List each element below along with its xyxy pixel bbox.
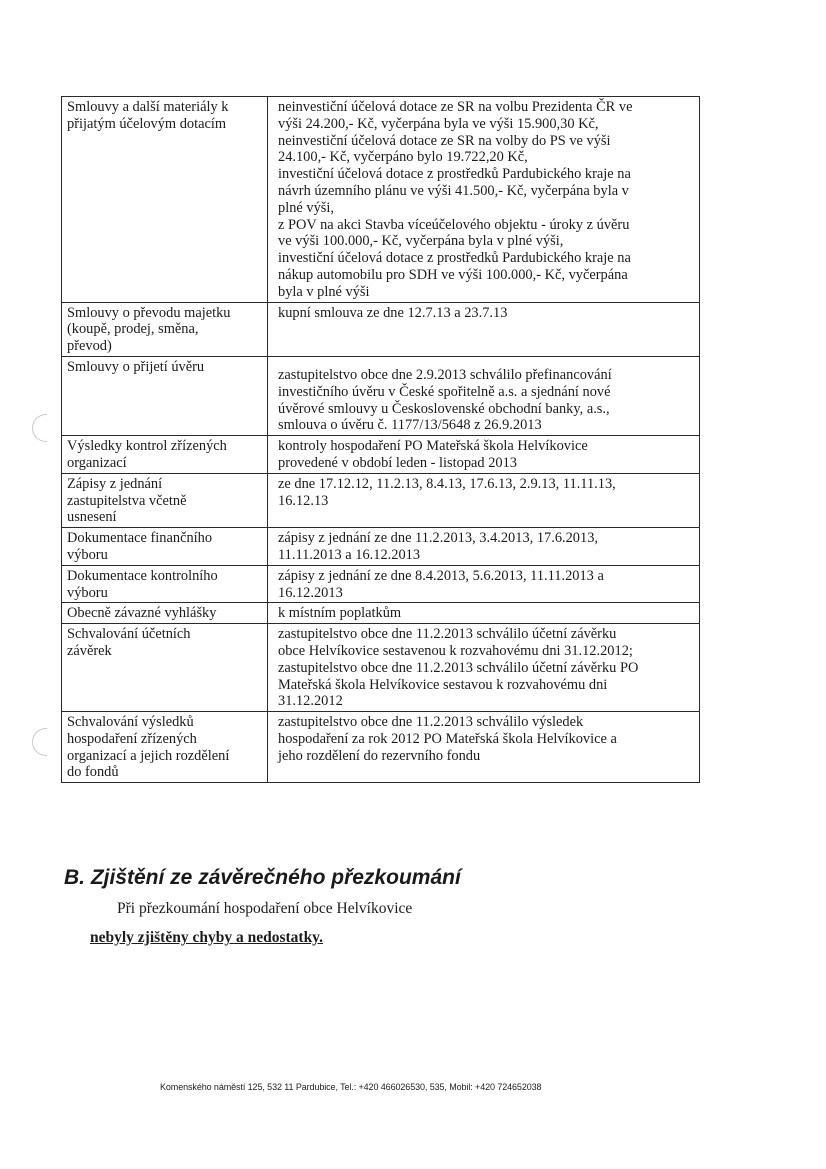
finding-result: nebyly zjištěny chyby a nedostatky. [90,929,323,946]
row-content-line: 24.100,- Kč, vyčerpáno bylo 19.722,20 Kč, [278,149,528,166]
table-row [62,436,700,474]
row-label-line: Obecně závazné vyhlášky [67,605,217,622]
row-content-line: 31.12.2012 [278,693,343,710]
row-content-cell [268,302,700,356]
row-content-cell [268,712,700,783]
row-content-cell [268,473,700,527]
row-content-line: investiční účelová dotace z prostředků Pardubického kraje na [278,250,631,267]
row-label-cell [62,473,268,527]
row-label-line: zastupitelstva včetně [67,492,187,509]
row-content-line: jeho rozdělení do rezervního fondu [278,747,481,764]
row-content-line: kupní smlouva ze dne 12.7.13 a 23.7.13 [278,304,508,321]
table-row [62,528,700,566]
table-row [62,565,700,603]
row-label-line: Dokumentace kontrolního [67,567,218,584]
row-label-cell [62,97,268,303]
row-label-cell [62,712,268,783]
row-content-line: k místním poplatkům [278,605,402,622]
section-heading: B. Zjištění ze závěrečného přezkoumání [64,866,461,889]
row-label-line: přijatým účelovým dotacím [67,115,227,132]
row-content-cell [268,603,700,624]
row-content-cell [268,356,700,435]
row-label-line: Smlouvy o převodu majetku [67,304,231,321]
row-content-line: návrh územního plánu ve výši 41.500,- Kč, vyčerpána byla v [278,182,629,199]
row-label-line: Schvalování účetních [67,626,191,643]
row-content-cell [268,528,700,566]
row-label-cell [62,356,268,435]
row-label-cell [62,603,268,624]
table-row [62,603,700,624]
row-label-line: organizací a jejich rozdělení [67,747,230,764]
row-content-cell [268,624,700,712]
row-content-line: investičního úvěru v České spořitelně a.s. a sjednání nové [278,383,611,400]
row-label-cell [62,565,268,603]
table-body [62,97,700,783]
table-row [62,712,700,783]
row-content-line: úvěrové smlouvy u Československé obchodní banky, a.s., [278,400,610,417]
row-content-line: výši 24.200,- Kč, vyčerpána byla ve výši 15.900,30 Kč, [278,115,599,132]
row-content-line: obce Helvíkovice sestavenou k rozvahovému dni 31.12.2012; [278,642,633,659]
row-label-line: Schvalování výsledků [67,714,194,731]
row-content-cell [268,565,700,603]
row-content-line: provedené v období leden - listopad 2013 [278,454,517,471]
row-content-line: ze dne 17.12.12, 11.2.13, 8.4.13, 17.6.13, 2.9.13, 11.11.13, [278,475,616,492]
row-content-cell [268,436,700,474]
row-label-line: Výsledky kontrol zřízených [67,438,227,455]
punch-hole-mark [32,728,47,756]
row-label-line: do fondů [67,764,119,781]
row-content-line: plné výši, [278,199,334,216]
table-row [62,97,700,303]
row-content-line: zastupitelstvo obce dne 2.9.2013 schválilo přefinancování [278,366,612,383]
row-content-line: zápisy z jednání ze dne 8.4.2013, 5.6.2013, 11.11.2013 a [278,567,604,584]
row-content-line: 11.11.2013 a 16.12.2013 [278,546,421,563]
row-content-line: 16.12.2013 [278,584,343,601]
row-content-line: zápisy z jednání ze dne 11.2.2013, 3.4.2013, 17.6.2013, [278,530,598,547]
row-content-line: smlouva o úvěru č. 1177/13/5648 z 26.9.2013 [278,417,542,434]
row-content-line: zastupitelstvo obce dne 11.2.2013 schválilo výsledek [278,714,584,731]
row-content-line: byla v plné výši [278,283,370,300]
row-content-line: hospodaření za rok 2012 PO Mateřská škola Helvíkovice a [278,730,617,747]
row-content-line: kontroly hospodaření PO Mateřská škola Helvíkovice [278,438,588,455]
row-content-line: ve výši 100.000,- Kč, vyčerpána byla v plné výši, [278,233,564,250]
table-row [62,473,700,527]
row-label-cell [62,436,268,474]
row-label-line: výboru [67,584,108,601]
row-label-line: Smlouvy a další materiály k [67,99,229,115]
row-content-line: investiční účelová dotace z prostředků Pardubického kraje na [278,166,631,183]
review-statement: Při přezkoumání hospodaření obce Helvíkovice [117,900,413,917]
row-content-line: Mateřská škola Helvíkovice sestavou k rozvahovému dni [278,676,608,693]
row-label-line: Dokumentace finančního [67,530,213,547]
row-content-cell [268,97,700,303]
row-label-line: usnesení [67,509,117,526]
row-label-cell [62,302,268,356]
row-label-line: výboru [67,546,108,563]
row-label-line: Smlouvy o přijetí úvěru [67,358,205,375]
row-label-line: závěrek [67,642,112,659]
row-content-line: neinvestiční účelová dotace ze SR na volby do PS ve výši [278,132,611,149]
row-content-line: 16.12.13 [278,492,329,509]
row-label-line: hospodaření zřízených [67,730,197,747]
row-label-cell [62,624,268,712]
table-row [62,356,700,435]
review-documents-table [61,96,700,783]
row-content-line: z POV na akci Stavba víceúčelového objektu - úroky z úvěru [278,216,630,233]
row-label-line: převod) [67,338,112,355]
row-label-line: (koupě, prodej, směna, [67,321,199,338]
row-content-line: zastupitelstvo obce dne 11.2.2013 schválilo účetní závěrku [278,626,617,643]
row-label-line: Zápisy z jednání [67,475,163,492]
table-row [62,302,700,356]
table-row [62,624,700,712]
row-content-line: zastupitelstvo obce dne 11.2.2013 schválilo účetní závěrku PO [278,659,639,676]
row-content-line: nákup automobilu pro SDH ve výši 100.000,- Kč, vyčerpána [278,266,628,283]
row-content-line: neinvestiční účelová dotace ze SR na volbu Prezidenta ČR ve [278,99,633,115]
row-label-line: organizací [67,454,127,471]
row-label-cell [62,528,268,566]
punch-hole-mark [32,414,47,442]
footer-address: Komenského náměstí 125, 532 11 Pardubice, Tel.: +420 466026530, 535, Mobil: +420 724652038 [160,1082,542,1092]
